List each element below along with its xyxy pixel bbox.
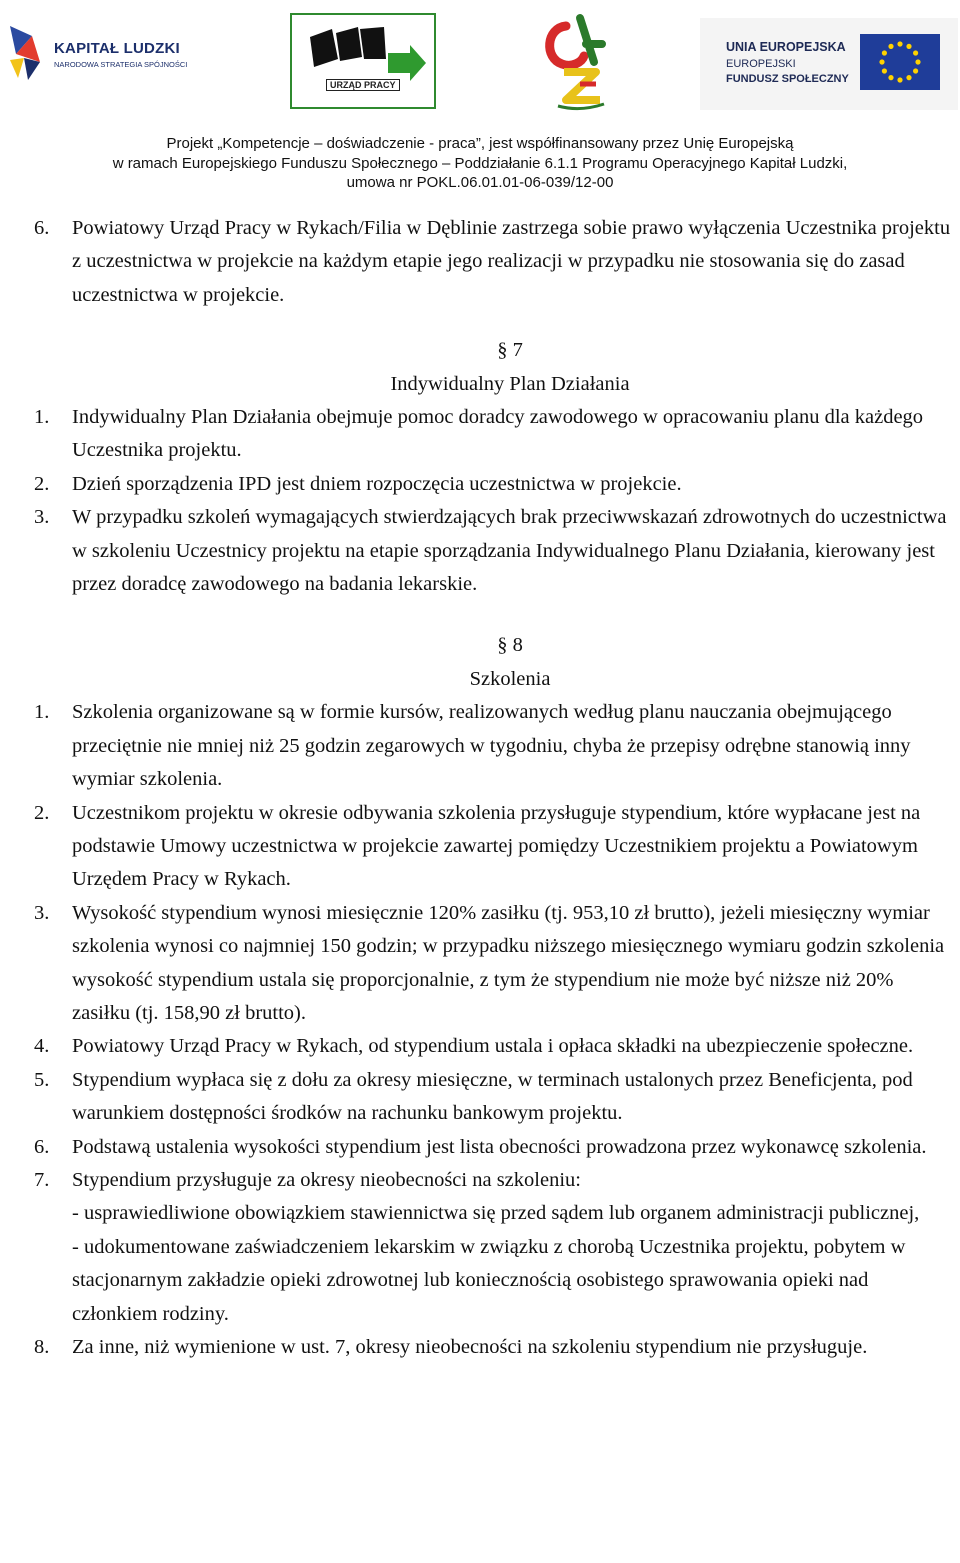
item-number: 8. (34, 1336, 50, 1358)
item-text: Powiatowy Urząd Pracy w Rykach, od stypendium ustala i opłaca składki na ubezpieczenie społeczne. (72, 1035, 914, 1058)
item-number: 1. (34, 701, 50, 724)
urzad-pracy-icon (292, 15, 434, 107)
list-item (0, 1131, 960, 1164)
item-number: 6. (34, 217, 50, 239)
section-7-mark: § 7 (497, 339, 523, 362)
item-text: Stypendium przysługuje za okresy nieobecności na szkoleniu: (72, 1168, 581, 1191)
kapital-ludzki-title: KAPITAŁ LUDZKI (54, 40, 180, 57)
list-item (0, 1064, 960, 1131)
kapital-ludzki-icon (6, 22, 52, 82)
list-item (0, 897, 960, 1031)
urzad-pracy-logo (290, 13, 436, 109)
item-number: 2. (34, 801, 50, 824)
sub-item: - udokumentowane zaświadczeniem lekarskim w związku z chorobą Uczestnika projektu, pobytem w stacjonarnym zakładzie opieki zdrowotnej lub koniecznością osobistego sprawowania opieki nad członkiem rodziny. (72, 1235, 906, 1325)
section-8-mark: § 8 (497, 634, 523, 657)
item-text: Podstawą ustalenia wysokości stypendium jest lista obecności prowadzona przez wykonawcę szkolenia. (72, 1135, 927, 1158)
list-item (0, 468, 960, 501)
caz-logo (536, 8, 620, 112)
list-item (0, 501, 960, 601)
kapital-ludzki-subtitle: NARODOWA STRATEGIA SPÓJNOŚCI (54, 60, 188, 69)
item-text: Uczestnikom projektu w okresie odbywania szkolenia przysługuje stypendium, które wypłacane jest na podstawie Umowy uczestnictwa w projekcie zawartej pomiędzy Uczestnikiem projektu a Powiatowym Urzędem Pracy w Rykach. (72, 801, 921, 891)
eu-logo (700, 18, 958, 110)
urzad-pracy-label: URZĄD PRACY (326, 79, 400, 91)
list-item (0, 797, 960, 897)
list-item (0, 1164, 960, 1331)
project-info-line: umowa nr POKL.06.01.01-06-039/12-00 (346, 174, 614, 191)
item-text: Stypendium wypłaca się z dołu za okresy miesięczne, w terminach ustalonych przez Beneficjenta, pod warunkiem dostępności środków na rachunku bankowym projektu. (72, 1068, 913, 1125)
item-number: 1. (34, 406, 50, 429)
item-number: 3. (34, 901, 50, 924)
eu-fund-line2: FUNDUSZ SPOŁECZNY (726, 73, 849, 85)
item-number: 4. (34, 1035, 50, 1058)
eu-flag-icon (860, 34, 940, 90)
item-text: Wysokość stypendium wynosi miesięcznie 120% zasiłku (tj. 953,10 zł brutto), jeżeli miesięczny wymiar szkolenia wynosi co najmniej 150 godzin; w przypadku niższego miesięcznego wymiaru godzin szkolenia wysokość stypendium ustala się proporcjonalnie, z tym że stypendium nie może być niższe niż 20% zasiłku (tj. 158,90 zł brutto). (72, 901, 945, 1024)
list-item (0, 401, 960, 468)
project-info-line: w ramach Europejskiego Funduszu Społecznego – Poddziałanie 6.1.1 Programu Operacyjnego Kapitał Ludzki, (112, 154, 848, 172)
item-number: 2. (34, 472, 50, 495)
section-8-title: Szkolenia (469, 667, 551, 690)
item-number: 3. (34, 506, 50, 529)
item-text: Indywidualny Plan Działania obejmuje pomoc doradcy zawodowego w opracowaniu planu dla każdego Uczestnika projektu. (72, 406, 924, 462)
document-body (0, 212, 960, 1364)
item-number: 7. (34, 1168, 50, 1191)
item-number: 5. (34, 1068, 50, 1091)
header-logos (0, 0, 960, 125)
section-7-title: Indywidualny Plan Działania (390, 372, 630, 395)
item-text: Szkolenia organizowane są w formie kursów, realizowanych według planu nauczania obejmującego przeciętnie nie mniej niż 25 godzin zegarowych w tygodniu, chyba że przepisy odrębne stanowią inny wymiar szkolenia. (72, 701, 911, 791)
list-item (0, 696, 960, 796)
eu-fund-line1: EUROPEJSKI (726, 58, 796, 70)
list-item (0, 1331, 960, 1364)
sub-item: - usprawiedliwione obowiązkiem stawiennictwa się przed sądem lub organem administracji publicznej, (72, 1202, 920, 1225)
item-text: Za inne, niż wymienione w ust. 7, okresy nieobecności na szkoleniu stypendium nie przysługuje. (72, 1336, 868, 1358)
item-text: Dzień sporządzenia IPD jest dniem rozpoczęcia uczestnictwa w projekcie. (72, 472, 682, 495)
list-item (0, 212, 960, 312)
item-text: W przypadku szkoleń wymagających stwierdzających brak przeciwwskazań zdrowotnych do uczestnictwa w szkoleniu Uczestnicy projektu na etapie sporządzania Indywidualnego Planu Działania, kierowany jest przez doradcę zawodowego na badania lekarskie. (72, 506, 947, 596)
caz-icon (536, 8, 620, 112)
list-item (0, 1030, 960, 1063)
kapital-ludzki-logo (6, 22, 191, 84)
item-text: Powiatowy Urząd Pracy w Rykach/Filia w Dęblinie zastrzega sobie prawo wyłączenia Uczestnika projektu z uczestnictwa w projekcie na każdym etapie jego realizacji w przypadku nie stosowania się do zasad uczestnictwa w projekcie. (72, 217, 951, 306)
project-info-line: Projekt „Kompetencje – doświadczenie - praca”, jest współfinansowany przez Unię Europejską (166, 135, 794, 152)
eu-title: UNIA EUROPEJSKA (726, 40, 846, 54)
project-info (0, 134, 960, 193)
item-number: 6. (34, 1135, 50, 1158)
